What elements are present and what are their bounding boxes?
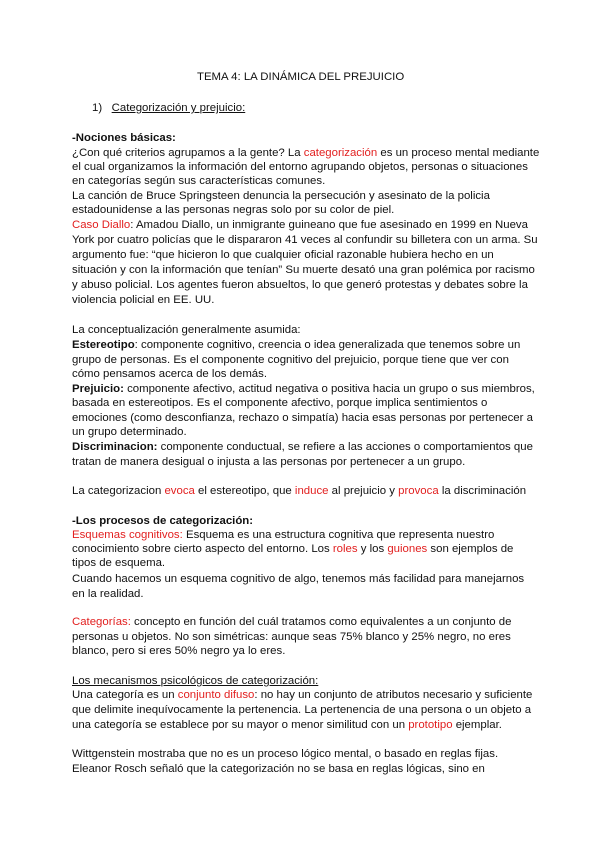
paragraph-line: blanco, pero si eres 50% negro ya lo eres. [72,645,286,657]
highlight-term: Categorías: [72,616,131,628]
paragraph-line: que delimite inequívocamente la pertenencia. La pertenencia de una persona o un objeto a [72,704,532,716]
paragraph-line: personas u objetos. No son simétricas: aunque seas 75% blanco y 25% negro, no eres [72,631,511,643]
highlight-term: guiones [387,543,428,555]
paragraph-line: basada en estereotipos. Es el componente afectivo, porque implica sentimientos o [72,397,488,409]
paragraph-line: argumento fue: “que hicieron lo que cualquier oficial razonable hubiera hecho en un [72,249,494,261]
highlight-term: provoca [398,485,439,497]
paragraph-line: conocimiento sobre cierto aspecto del entorno. Los roles y los guiones son ejemplos de [72,543,514,555]
paragraph-line: una categoría se establece por su mayor o menor similitud con un prototipo ejemplar. [72,719,502,731]
paragraph-line: violencia policial en EE. UU. [72,294,215,306]
section-heading-text: Categorización y prejuicio: [111,102,246,114]
term-bold: Estereotipo [72,339,135,351]
chain-sentence: La categorizacion evoca el estereotipo, que induce al prejuicio y provoca la discriminación [72,485,527,497]
paragraph-line: Caso Diallo: Amadou Diallo, un inmigrante guineano que fue asesinado en 1999 en Nueva [72,219,528,231]
highlight-term: conjunto difuso [177,689,255,701]
page-title: TEMA 4: LA DINÁMICA DEL PREJUICIO [197,71,405,83]
paragraph-line: Wittgenstein mostraba que no es un proceso lógico mental, o basado en reglas fijas. [72,748,499,760]
paragraph-line: Una categoría es un conjunto difuso: no hay un conjunto de atributos necesario y suficiente [72,689,533,701]
paragraph-line: Cuando hacemos un esquema cognitivo de algo, tenemos más facilidad para manejarnos [72,573,525,585]
paragraph-line: Prejuicio: componente afectivo, actitud negativa o positiva hacia un grupo o sus miembros, [72,383,535,395]
highlight-term: Esquemas cognitivos: [72,529,183,541]
paragraph-line: en categorías según sus características comunes. [72,175,326,187]
paragraph-line: grupo de personas. Es el componente cognitivo del prejuicio, porque tiene que ver con [72,354,509,366]
mecanismos-heading: Los mecanismos psicológicos de categorización: [72,675,319,687]
paragraph-line: tipos de esquema. [72,557,166,569]
term-bold: Discriminacion: [72,441,158,453]
highlight-term: prototipo [408,719,453,731]
paragraph-line: Eleanor Rosch señaló que la categorización no se basa en reglas lógicas, sino en [72,763,485,775]
paragraph-line: York por cuatro policías que le dispararon 41 veces al confundir su billetera con un arma. Su [72,234,538,246]
nociones-heading: -Nociones básicas: [72,132,176,144]
paragraph-line: Categorías: concepto en función del cuál tratamos como equivalentes a un conjunto de [72,616,512,628]
paragraph-line: tratan de manera desigual o injusta a las personas por pertenecer a un grupo. [72,456,466,468]
paragraph-line: Discriminacion: componente conductual, se refiere a las acciones o comportamientos que [72,441,533,453]
paragraph-line: Estereotipo: componente cognitivo, creencia o idea generalizada que tenemos sobre un [72,339,521,351]
highlight-term: categorización [303,147,378,159]
paragraph-line: emociones (como desconfianza, rechazo o simpatía) hacia esas personas por pertenecer a [72,412,533,424]
paragraph-line: estadounidense a las personas negras solo por su color de piel. [72,204,395,216]
highlight-term: Caso Diallo [72,219,131,231]
paragraph-line: cómo pensamos acerca de los demás. [72,368,268,380]
paragraph-line: un grupo determinado. [72,426,187,438]
paragraph-line: La canción de Bruce Springsteen denuncia la persecución y asesinato de la policia [72,190,490,202]
term-bold: Prejuicio: [72,383,124,395]
paragraph-line: y abuso policial. Los agentes fueron absueltos, lo que generó protestas y debates sobre la [72,279,528,291]
procesos-heading: -Los procesos de categorización: [72,515,254,527]
paragraph-line: La conceptualización generalmente asumida: [72,324,301,336]
highlight-term: induce [294,485,329,497]
highlight-term: roles [332,543,358,555]
highlight-term: evoca [164,485,195,497]
section-heading-1: 1) Categorización y prejuicio: [92,102,246,114]
paragraph-line: Esquemas cognitivos: Esquema es una estructura cognitiva que representa nuestro [72,529,495,541]
paragraph-line: el cual organizamos la información del entorno agrupando objetos, personas o situaciones [72,161,528,173]
paragraph-line: ¿Con qué criterios agrupamos a la gente? La categorización es un proceso mental mediante [72,147,540,159]
paragraph-line: en la realidad. [72,588,144,600]
paragraph-line: situación y con la información que tenían” Su muerte desató una gran polémica por racismo [72,264,535,276]
